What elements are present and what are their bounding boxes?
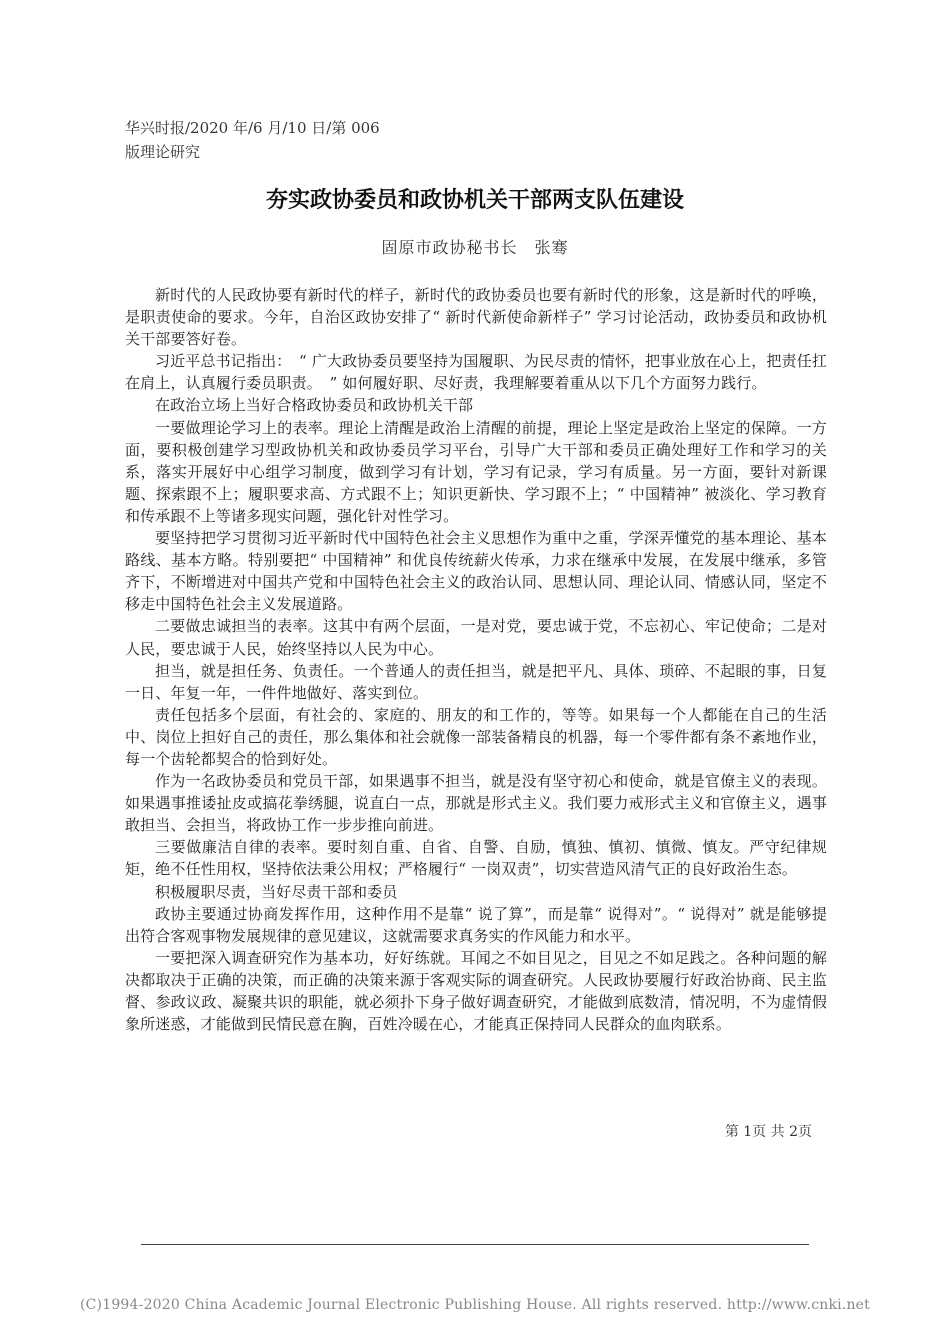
paragraph: 作为一名政协委员和党员干部，如果遇事不担当，就是没有坚守初心和使命，就是官僚主义的表现。如果遇事推诿扯皮或搞花拳绣腿，说直白一点，那就是形式主义。我们要力戒形式主义和官僚主义，遇事敢担当、会担当，将政协工作一步步推向前进。 xyxy=(125,772,827,835)
paragraph: 要坚持把学习贯彻习近平新时代中国特色社会主义思想作为重中之重，学深弄懂党的基本理论、基本路线、基本方略。特别要把“ 中国精神” 和优良传统薪火传承，力求在继承中发展，在发展中继承，多管齐下，不断增进对中国共产党和中国特色社会主义的政治认同、思想认同、理论认同、情感认同，坚定不移走中国特色社会主义发展道路。 xyxy=(125,529,827,614)
page-number: 第 1页 共 2页 xyxy=(724,1124,812,1140)
source-line-2: 版理论研究 xyxy=(125,143,201,161)
section-heading: 在政治立场上当好合格政协委员和政协机关干部 xyxy=(155,396,474,415)
paragraph: 一要做理论学习上的表率。理论上清醒是政治上清醒的前提，理论上坚定是政治上坚定的保障。一方面，要积极创建学习型政协机关和政协委员学习平台，引导广大干部和委员正确处理好工作和学习的关系，落实开展好中心组学习制度，做到学习有计划，学习有记录，学习有质量。另一方面，要针对新课题、探索跟不上；履职要求高、方式跟不上；知识更新快、学习跟不上；“ 中国精神” 被淡化、学习教育和传承跟不上等诸多现实问题，强化针对性学习。 xyxy=(125,418,827,525)
paragraph: 习近平总书记指出： “ 广大政协委员要坚持为国履职、为民尽责的情怀，把事业放在心上，把责任扛在肩上，认真履行委员职责。 ” 如何履好职、尽好责，我理解要着重从以下几个方面努力践行。 xyxy=(125,352,827,393)
paragraph: 三要做廉洁自律的表率。要时刻自重、自省、自警、自励，慎独、慎初、慎微、慎友。严守纪律规矩，绝不任性用权，坚持依法秉公用权；严格履行“ 一岗双责”，切实营造风清气正的良好政治生态。 xyxy=(125,838,827,879)
section-heading: 积极履职尽责，当好尽责干部和委员 xyxy=(155,882,398,901)
article-title: 夯实政协委员和政协机关干部两支队伍建设 xyxy=(265,188,684,213)
copyright-notice: (C)1994-2020 China Academic Journal Electronic Publishing House. All rights reserved. http://www.cnki.net xyxy=(79,1297,870,1313)
article-body xyxy=(125,284,827,1035)
footer-divider xyxy=(141,1244,809,1245)
source-info xyxy=(125,116,425,164)
paragraph: 责任包括多个层面，有社会的、家庭的、朋友的和工作的，等等。如果每一个人都能在自己的生活中、岗位上担好自己的责任，那么集体和社会就像一部装备精良的机器，每一个零件都有条不紊地作业，每一个齿轮都契合的恰到好处。 xyxy=(125,705,827,768)
paragraph: 担当，就是担任务、负责任。一个普通人的责任担当，就是把平凡、具体、琐碎、不起眼的事，日复一日、年复一年，一件件地做好、落实到位。 xyxy=(125,661,827,702)
article-author: 固原市政协秘书长 张骞 xyxy=(381,238,569,257)
paragraph: 二要做忠诚担当的表率。这其中有两个层面，一是对党，要忠诚于党，不忘初心、牢记使命；二是对人民，要忠诚于人民，始终坚持以人民为中心。 xyxy=(125,617,827,658)
paragraph: 新时代的人民政协要有新时代的样子，新时代的政协委员也要有新时代的形象，这是新时代的呼唤，是职责使命的要求。今年，自治区政协安排了“ 新时代新使命新样子” 学习讨论活动，政协委员和政协机关干部要答好卷。 xyxy=(125,286,827,349)
source-line-1: 华兴时报/2020 年/6 月/10 日/第 006 xyxy=(125,119,380,137)
paragraph: 政协主要通过协商发挥作用，这种作用不是靠“ 说了算”，而是靠“ 说得对”。“ 说得对” 就是能够提出符合客观事物发展规律的意见建议，这就需要求真务实的作风能力和水平。 xyxy=(125,904,827,945)
paragraph: 一要把深入调查研究作为基本功，好好练就。耳闻之不如目见之，目见之不如足践之。各种问题的解决都取决于正确的决策，而正确的决策来源于客观实际的调查研究。人民政协要履行好政治协商、民主监督、参政议政、凝聚共识的职能，就必须扑下身子做好调查研究，才能做到底数清，情况明，不为虚情假象所迷惑，才能做到民情民意在胸，百姓冷暖在心，才能真正保持同人民群众的血肉联系。 xyxy=(125,948,827,1034)
